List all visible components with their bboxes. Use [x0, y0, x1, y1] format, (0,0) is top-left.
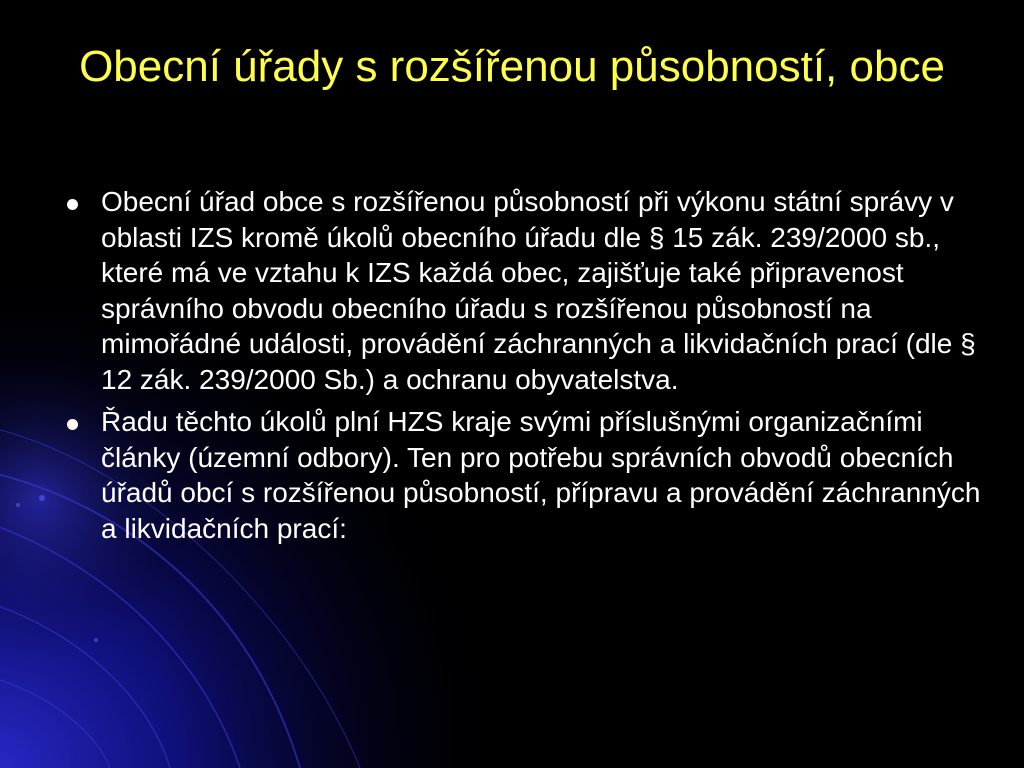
bullet-item [64, 404, 984, 546]
bullet-item [64, 184, 984, 397]
bullet-text: Obecní úřad obce s rozšířenou působností při výkonu státní správy v oblasti IZS kromě úkolů obecního úřadu dle § 15 zák. 239/2000 sb., které má ve vztahu k IZS každá obec, zajišťuje také připravenost správního obvodu obecního úřadu s rozšířenou působností na mimořádné události, provádění záchranných a likvidačních prací (dle § 12 zák. 239/2000 Sb.) a ochranu obyvatelstva. [101, 186, 976, 395]
bullet-text: Řadu těchto úkolů plní HZS kraje svými příslušnými organizačními články (územní odbory). Ten pro potřebu správních obvodů obecních úřadů obcí s rozšířenou působností, přípravu a provádění záchranných a likvidačních prací: [101, 406, 981, 544]
bullet-list [64, 184, 984, 553]
bullet-dot-icon [67, 419, 78, 430]
slide-title: Obecní úřady s rozšířenou působností, obce [79, 42, 945, 91]
bullet-dot-icon [67, 199, 78, 210]
